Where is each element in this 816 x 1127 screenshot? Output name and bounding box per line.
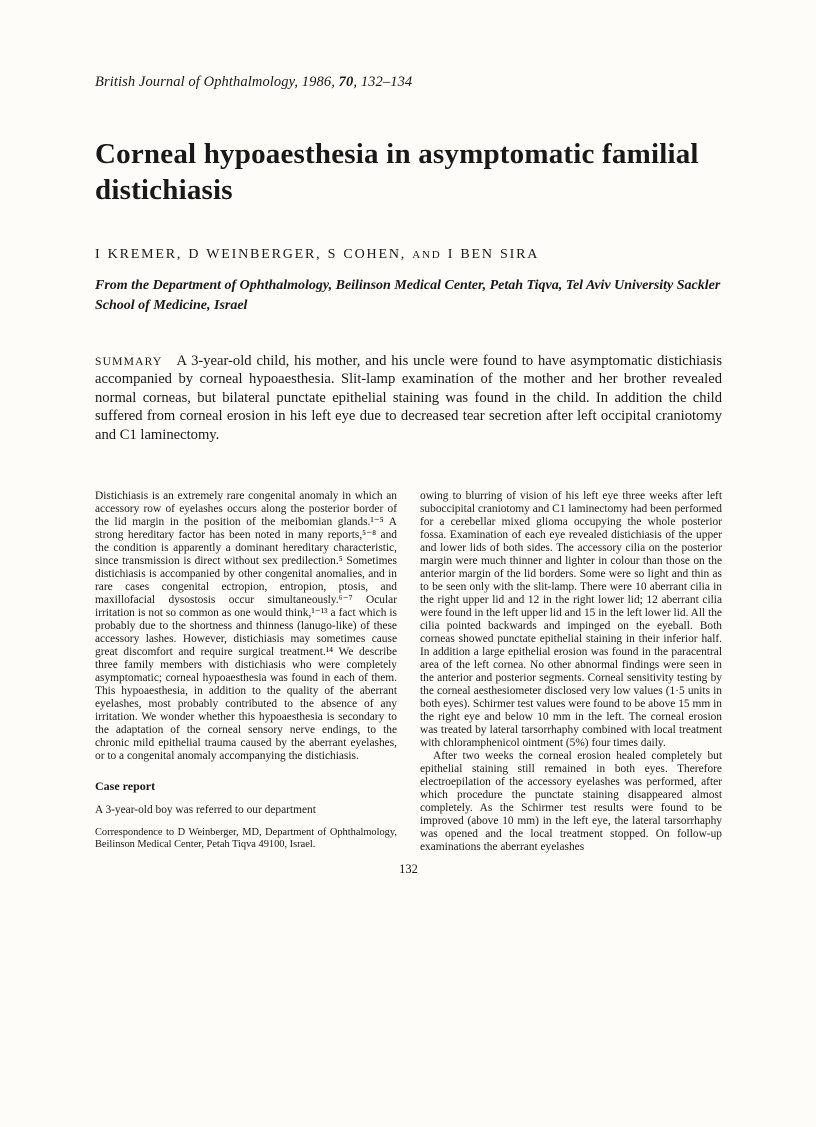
authors-part1: I KREMER, D WEINBERGER, S COHEN, [95, 246, 407, 262]
summary-label: SUMMARY [95, 354, 163, 368]
case-report-continuation-paragraph: owing to blurring of vision of his left eye three weeks after left suboccipital craniotomy and C1 laminectomy had been performed for a cerebellar mixed glioma occupying the whole posterior fossa. Examination of each eye revealed distichiasis of the upper and lower lids of both sides. The accessory cilia on the posterior margin were much thinner and lighter in colour than those on the anterior margin of the lid borders. Some were so light and thin as to be seen only with the slit-lamp. There were 10 aberrant cilia in the right upper lid and 12 in the right lower lid; 12 aberrant cilia were found in the left upper lid and 15 in the left lower lid. All the cilia pointed backwards and impinged on the eyeball. Both corneas showed punctate epithelial staining in their inferior half. In addition a large epithelial erosion was found in the paracentral area of the left cornea. No other abnormal findings were seen in the anterior and posterior segments. Corneal sensitivity testing by the corneal aesthesiometer disclosed very low values (1·5 units in both eyes). Schirmer test values were found to be above 15 mm in the right eye and below 10 mm in the left. The corneal erosion was treated by lateral tarsorrhaphy combined with local treatment with chloramphenicol ointment (5%) four times daily. [420, 490, 722, 750]
journal-header-line [95, 74, 722, 91]
correspondence-footnote: Correspondence to D Weinberger, MD, Department of Ophthalmology, Beilinson Medical Center, Petah Tiqva 49100, Israel. [95, 827, 397, 851]
summary-paragraph [95, 352, 722, 445]
summary-text: A 3-year-old child, his mother, and his uncle were found to have asymptomatic distichiasis accompanied by corneal hypoaesthesia. Slit-lamp examination of the mother and her brother revealed normal corneas, but bilateral punctate epithelial staining was found in the child. In addition the child suffered from corneal erosion in his left eye due to decreased tear secretion after left occipital craniotomy and C1 laminectomy. [95, 352, 722, 443]
affiliation-line: From the Department of Ophthalmology, Beilinson Medical Center, Petah Tiqva, Tel Aviv University Sackler School of Medicine, Israel [95, 277, 721, 313]
followup-paragraph: After two weeks the corneal erosion healed completely but epithelial staining still remained in both eyes. Therefore electroepilation of the accessory eyelashes was performed, after which procedure the punctate staining disappeared almost completely. As the Schirmer test results were found to be improved (above 10 mm) in the left eye, the lateral tarsorrhaphy was opened and the local treatment stopped. On follow-up examinations the aberrant eyelashes [420, 750, 722, 854]
left-column [95, 490, 397, 854]
intro-paragraph: Distichiasis is an extremely rare congenital anomaly in which an accessory row of eyelashes occurs along the posterior border of the lid margin in the position of the meibomian glands.¹⁻⁵ A strong hereditary factor has been noted in many reports,⁵⁻⁸ and the condition is apparently a dominant hereditary characteristic, since transmission is direct without sex predilection.⁵ Sometimes distichiasis is accompanied by other congenital anomalies, and in rare cases congenital ectropion, entropion, ptosis, and maxillofacial dysostosis occur simultaneously.⁶⁻⁷ Ocular irritation is not so common as one would think,¹⁻¹³ a fact which is probably due to the shortness and thinness (lanugo-like) of these accessory lashes. However, distichiasis may sometimes cause great discomfort and require surgical treatment.¹⁴ We describe three family members with distichiasis who were completely asymptomatic; corneal hypoaesthesia was found in each of them. This hypoaesthesia, in addition to the quality of the aberrant eyelashes, most probably contributed to the absence of any irritation. We wonder whether this hypoaesthesia is secondary to the adaptation of the corneal sensory nerve endings, to the chronic mild epithelial trauma caused by the aberrant eyelashes, or to a congenital anomaly accompanying the distichiasis. [95, 490, 397, 763]
authors-conjunction: AND [412, 248, 442, 261]
right-column [420, 490, 722, 854]
journal-name-year: British Journal of Ophthalmology, 1986, [95, 74, 335, 90]
journal-volume: 70 [338, 74, 354, 90]
case-report-opening-paragraph: A 3-year-old boy was referred to our department [95, 804, 316, 817]
authors-part2: I BEN SIRA [447, 246, 540, 262]
page-number: 132 [399, 862, 418, 877]
article-body [95, 490, 722, 854]
authors-line [95, 247, 722, 263]
case-report-heading: Case report [95, 779, 156, 794]
journal-page-range: , 132–134 [353, 74, 413, 90]
article-title: Corneal hypoaesthesia in asymptomatic familial distichiasis [95, 138, 699, 206]
